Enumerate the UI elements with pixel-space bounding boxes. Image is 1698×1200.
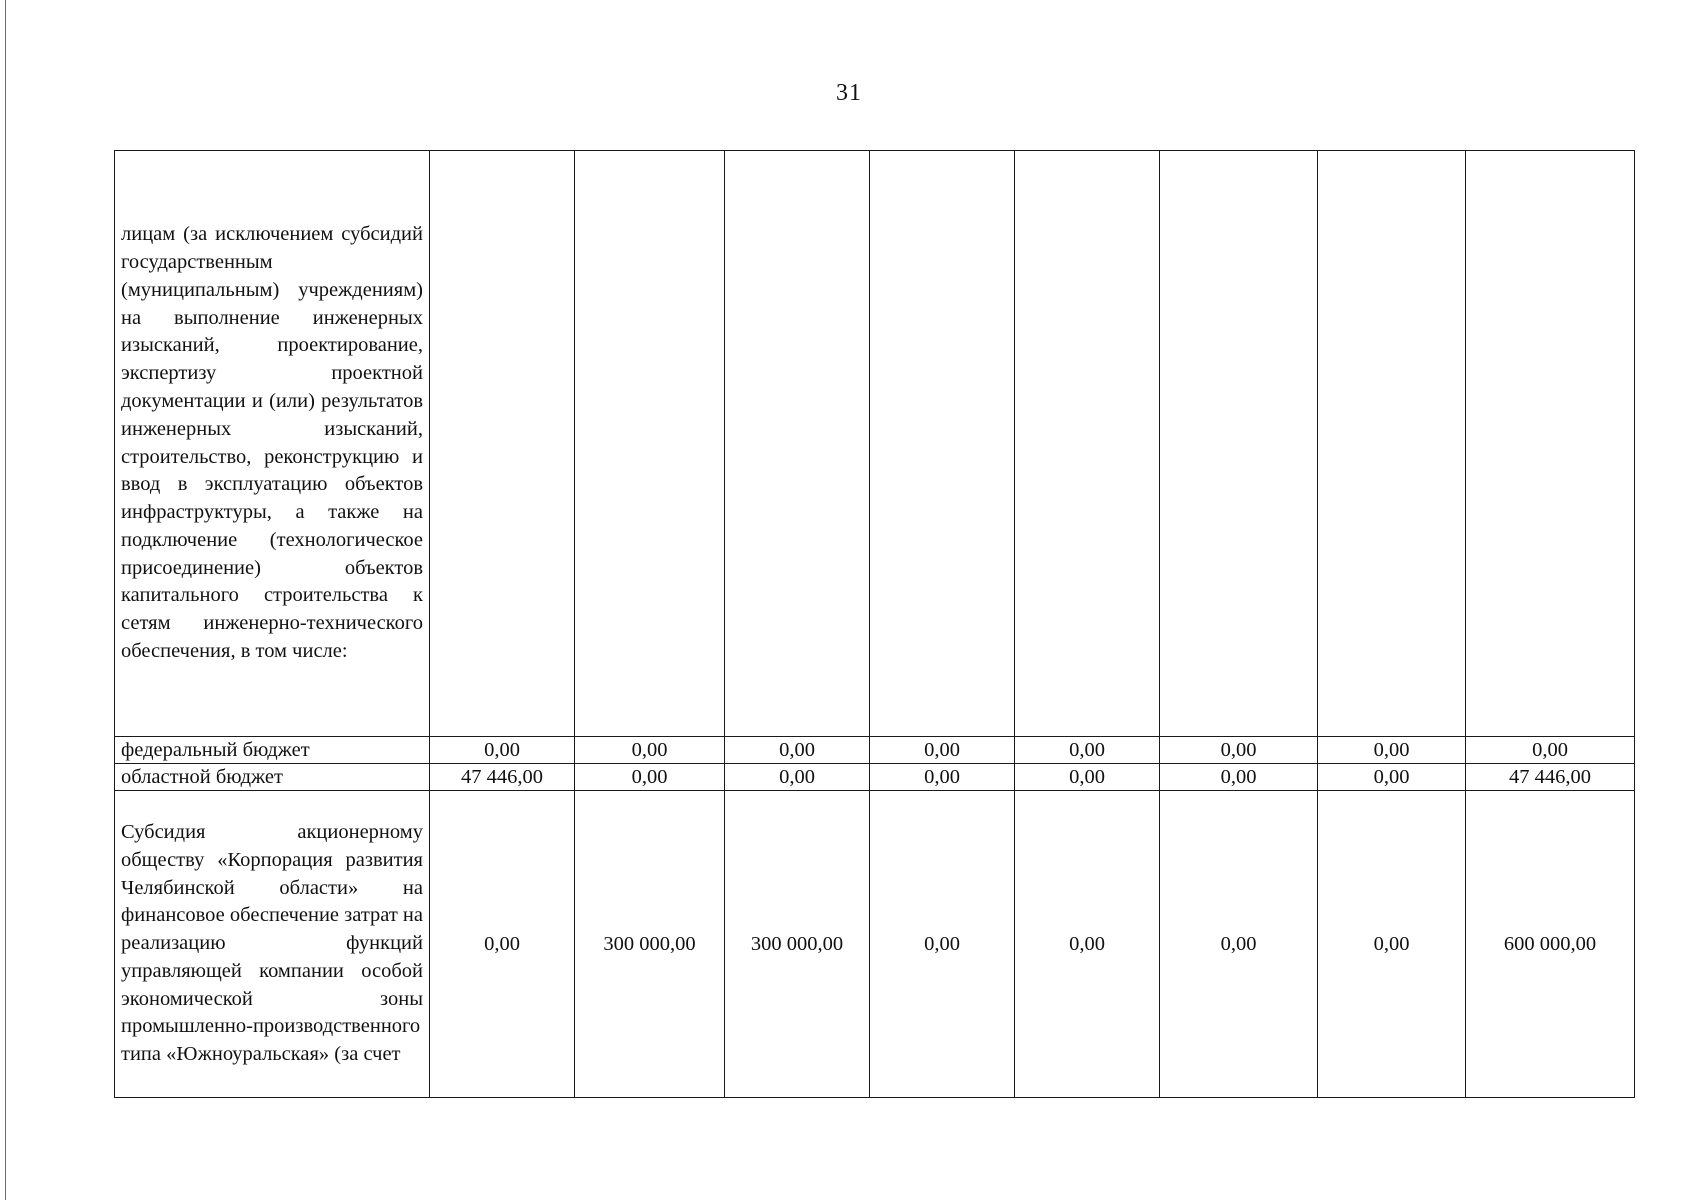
value-cell: 0,00: [1160, 737, 1318, 764]
value-cell: [870, 151, 1015, 737]
value-cell: 0,00: [1160, 764, 1318, 791]
left-margin-rule: [5, 0, 6, 1200]
value-cell: [575, 151, 725, 737]
page-number: 31: [836, 80, 862, 106]
table-row: [115, 791, 1635, 1098]
value-cell: [1160, 151, 1318, 737]
value-cell: 300 000,00: [575, 791, 725, 1098]
value-cell: 0,00: [1015, 764, 1160, 791]
value-cell: 0,00: [1466, 737, 1635, 764]
value-cell: 0,00: [725, 737, 870, 764]
value-cell: 0,00: [1160, 791, 1318, 1098]
value-cell: 0,00: [870, 791, 1015, 1098]
row-label: Субсидия акционерному обществу «Корпорация развития Челябинской области» на финансовое обеспечение затрат на реализацию функций управляющей компании особой экономической зоны промышленно-производственного типа «Южноуральская» (за счет: [115, 791, 430, 1098]
value-cell: [1466, 151, 1635, 737]
table-row: [115, 151, 1635, 737]
value-cell: 47 446,00: [1466, 764, 1635, 791]
value-cell: 0,00: [575, 737, 725, 764]
value-cell: 0,00: [1318, 737, 1466, 764]
value-cell: [430, 151, 575, 737]
value-cell: 0,00: [1318, 791, 1466, 1098]
value-cell: 47 446,00: [430, 764, 575, 791]
budget-table: [114, 150, 1635, 1098]
value-cell: 300 000,00: [725, 791, 870, 1098]
value-cell: 0,00: [870, 737, 1015, 764]
value-cell: 600 000,00: [1466, 791, 1635, 1098]
value-cell: [1015, 151, 1160, 737]
value-cell: 0,00: [725, 764, 870, 791]
row-label: областной бюджет: [115, 764, 430, 791]
value-cell: 0,00: [430, 737, 575, 764]
value-cell: 0,00: [575, 764, 725, 791]
row-label: лицам (за исключением субсидий государственным (муниципальным) учреждениям) на выполнение инженерных изысканий, проектирование, экспертизу проектной документации и (или) результатов инженерных изысканий, строительство, реконструкцию и ввод в эксплуатацию объектов инфраструктуры, а также на подключение (технологическое присоединение) объектов капитального строительства к сетям инженерно-технического обеспечения, в том числе:: [115, 151, 430, 737]
value-cell: [1318, 151, 1466, 737]
table-row: [115, 764, 1635, 791]
value-cell: 0,00: [1318, 764, 1466, 791]
value-cell: 0,00: [870, 764, 1015, 791]
value-cell: [725, 151, 870, 737]
value-cell: 0,00: [1015, 791, 1160, 1098]
table-row: [115, 737, 1635, 764]
value-cell: 0,00: [430, 791, 575, 1098]
value-cell: 0,00: [1015, 737, 1160, 764]
row-label: федеральный бюджет: [115, 737, 430, 764]
